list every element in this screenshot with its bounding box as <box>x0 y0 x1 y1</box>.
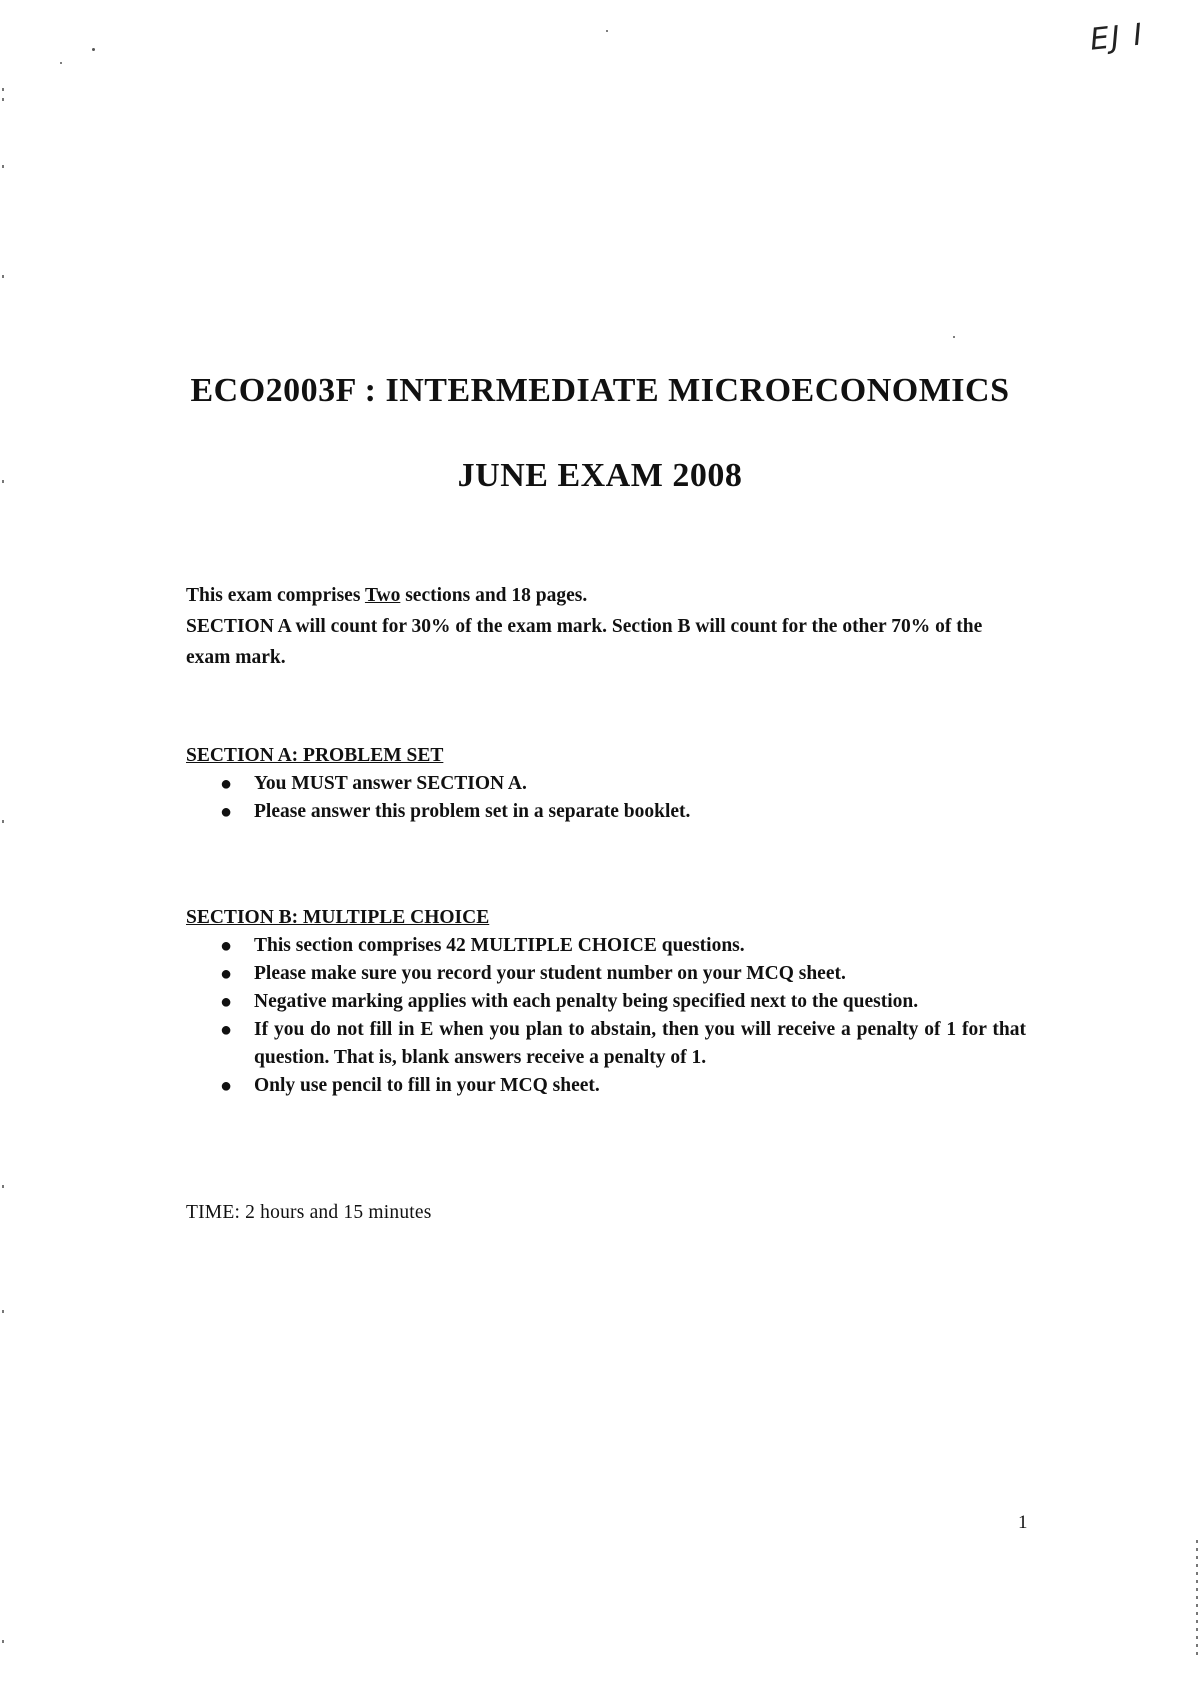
list-item-text: Please answer this problem set in a separate booklet. <box>254 801 691 822</box>
list-item-text: This section comprises 42 MULTIPLE CHOICE questions. <box>254 935 745 956</box>
list-item <box>220 770 1026 798</box>
left-edge-mark <box>2 88 4 91</box>
scan-speck <box>606 30 608 32</box>
exam-title: ECO2003F : INTERMEDIATE MICROECONOMICS <box>190 372 1010 409</box>
scan-speck <box>60 62 62 64</box>
intro-text-before: This exam comprises <box>186 585 365 606</box>
section-b-heading: SECTION B: MULTIPLE CHOICE <box>186 907 490 928</box>
list-item-text: You MUST answer SECTION A. <box>254 773 527 794</box>
page-number: 1 <box>1018 1512 1028 1533</box>
list-item-text: If you do not fill in E when you plan to abstain, then you will receive a penalty of 1 for that question. That is, blank answers receive a penalty of 1. <box>254 1019 1026 1068</box>
scan-speck <box>953 336 955 338</box>
bullet-icon: ● <box>220 1019 233 1041</box>
bullet-icon: ● <box>220 1075 233 1097</box>
exam-intro <box>186 580 1026 673</box>
handwritten-annotation: EJ I <box>1088 17 1146 58</box>
left-edge-mark <box>2 1185 4 1188</box>
bullet-icon: ● <box>220 963 233 985</box>
section-a <box>186 742 1026 826</box>
section-a-heading: SECTION A: PROBLEM SET <box>186 745 444 766</box>
list-item-text: Only use pencil to fill in your MCQ sheet. <box>254 1075 600 1096</box>
left-edge-mark <box>2 820 4 823</box>
list-item <box>220 1072 1026 1100</box>
intro-underlined-word: Two <box>364 585 401 606</box>
intro-text-after: sections and 18 pages. <box>400 585 588 606</box>
intro-line-2: SECTION A will count for 30% of the exam mark. Section B will count for the other 70% of the exam mark. <box>186 616 983 668</box>
left-edge-mark <box>2 1310 4 1313</box>
list-item <box>220 1016 1026 1072</box>
right-edge-mark <box>1196 1540 1198 1660</box>
bullet-icon: ● <box>220 935 233 957</box>
bullet-icon: ● <box>220 801 233 823</box>
left-edge-mark <box>2 275 4 278</box>
section-b <box>186 904 1026 1100</box>
bullet-icon: ● <box>220 991 233 1013</box>
section-b-list <box>186 932 1026 1100</box>
exam-subtitle: JUNE EXAM 2008 <box>457 457 743 494</box>
list-item <box>220 988 1026 1016</box>
list-item-text: Please make sure you record your student number on your MCQ sheet. <box>254 963 846 984</box>
left-edge-mark <box>2 165 4 168</box>
exam-duration: TIME: 2 hours and 15 minutes <box>186 1202 432 1223</box>
left-edge-mark <box>2 98 4 101</box>
section-a-list <box>186 770 1026 826</box>
intro-line-1 <box>186 580 1026 611</box>
left-edge-mark <box>2 1640 4 1643</box>
list-item <box>220 798 1026 826</box>
bullet-icon: ● <box>220 773 233 795</box>
list-item <box>220 932 1026 960</box>
scan-speck <box>92 48 95 51</box>
list-item <box>220 960 1026 988</box>
list-item-text: Negative marking applies with each penalty being specified next to the question. <box>254 991 919 1012</box>
